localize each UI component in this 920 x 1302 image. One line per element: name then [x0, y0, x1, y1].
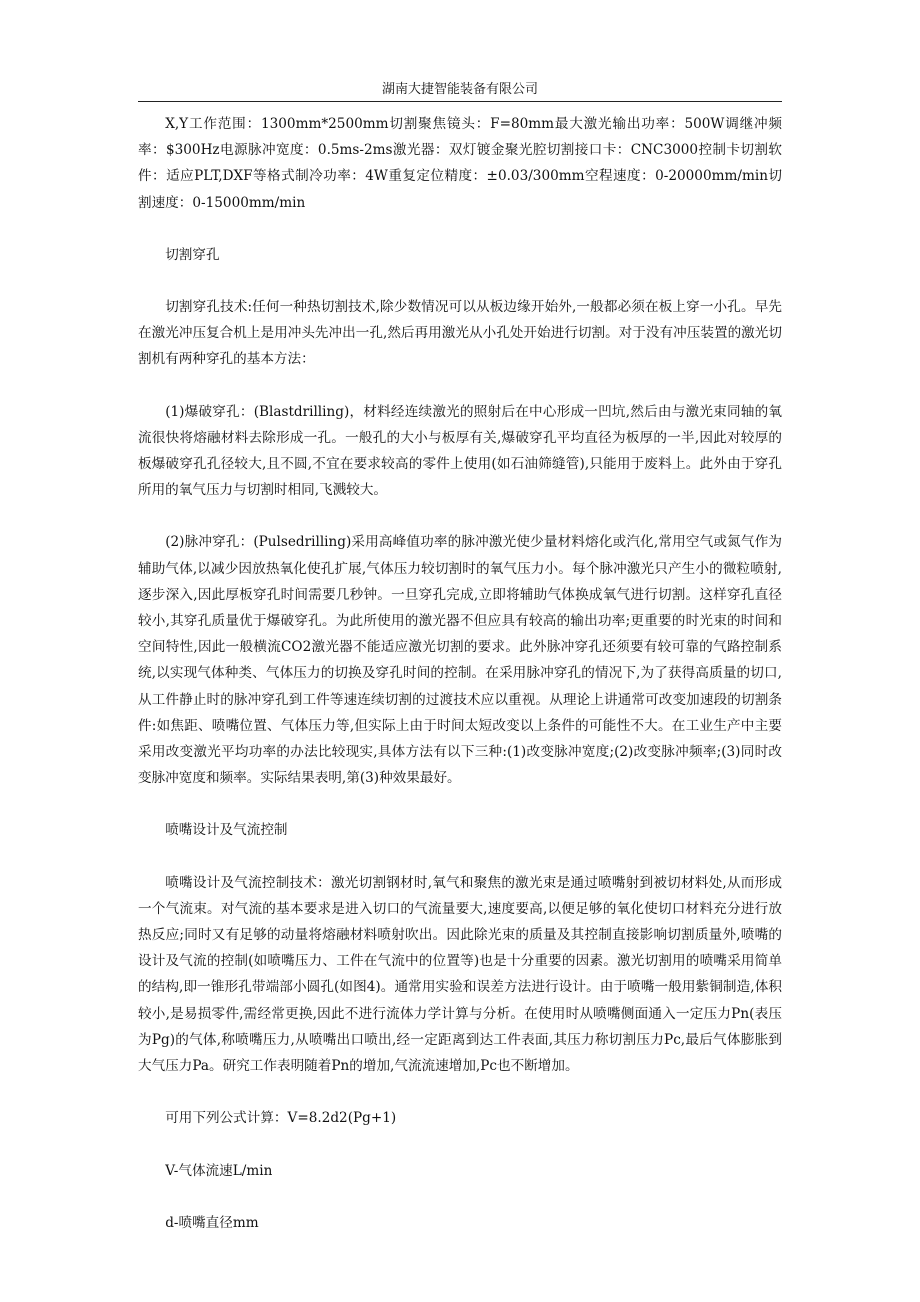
paragraph-pulse-drilling: (2)脉冲穿孔：(Pulsedrilling)采用高峰值功率的脉冲激光使少量材料熔化或汽化,常用空气或氮气作为辅助气体,以减少因放热氧化使孔扩展,气体压力较切割时的氧气压力小。每个脉冲激光只产生小的微粒喷射,逐步深入,因此厚板穿孔时间需要几秒钟。一旦穿孔完成,立即将辅助气体换成氧气进行切割。这样穿孔直径较小,其穿孔质量优于爆破穿孔。为此所使用的激光器不但应具有较高的输出功率;更重要的时光束的时间和空间特性,因此一般横流CO2激光器不能适应激光切割的要求。此外脉冲穿孔还须要有较可靠的气路控制系统,以实现气体种类、气体压力的切换及穿孔时间的控制。在采用脉冲穿孔的情况下,为了获得高质量的切口,从工件静止时的脉冲穿孔到工件等速连续切割的过渡技术应以重视。从理论上讲通常可改变加速段的切割条件:如焦距、喷嘴位置、气体压力等,但实际上由于时间太短改变以上条件的可能性不大。在工业生产中主要采用改变激光平均功率的办法比较现实,具体方法有以下三种:(1)改变脉冲宽度;(2)改变脉冲频率;(3)同时改变脉冲宽度和频率。实际结果表明,第(3)种效果最好。	[138, 534, 782, 787]
formula-line: 可用下列公式计算：V=8.2d2(Pg+1)	[165, 1110, 397, 1127]
section-heading-piercing: 切割穿孔	[165, 246, 220, 263]
section-heading-nozzle: 喷嘴设计及气流控制	[165, 822, 288, 839]
paragraph-blast-drilling: (1)爆破穿孔：(Blastdrilling)，材料经连续激光的照射后在中心形成一凹坑,然后由与激光束同轴的氧流很快将熔融材料去除形成一孔。一般孔的大小与板厚有关,爆破穿孔平均直径为板厚的一半,因此对较厚的板爆破穿孔孔径较大,且不圆,不宜在要求较高的零件上使用(如石油筛缝管),只能用于废料上。此外由于穿孔所用的氧气压力与切割时相同,飞溅较大。	[138, 403, 782, 499]
document-body	[138, 111, 782, 1236]
variable-definition-v: V-气体流速L/min	[165, 1162, 273, 1179]
paragraph-nozzle-design: 喷嘴设计及气流控制技术：激光切割钢材时,氧气和聚焦的激光束是通过喷嘴射到被切材料处,从而形成一个气流束。对气流的基本要求是进入切口的气流量要大,速度要高,以便足够的氧化使切口材料充分进行放热反应;同时又有足够的动量将熔融材料喷射吹出。因此除光束的质量及其控制直接影响切割质量外,喷嘴的设计及气流的控制(如喷嘴压力、工件在气流中的位置等)也是十分重要的因素。激光切割用的喷嘴采用简单的结构,即一锥形孔带端部小圆孔(如图4)。通常用实验和误差方法进行设计。由于喷嘴一般用紫铜制造,体积较小,是易损零件,需经常更换,因此不进行流体力学计算与分析。在使用时从喷嘴侧面通入一定压力Pn(表压为Pg)的气体,称喷嘴压力,从喷嘴出口喷出,经一定距离到达工件表面,其压力称切割压力Pc,最后气体膨胀到大气压力Pa。研究工作表明随着Pn的增加,气流流速增加,Pc也不断增加。	[138, 874, 782, 1075]
header-divider	[138, 101, 782, 102]
paragraph-piercing-intro: 切割穿孔技术:任何一种热切割技术,除少数情况可以从板边缘开始外,一般都必须在板上穿一小孔。早先在激光冲压复合机上是用冲头先冲出一孔,然后再用激光从小孔处开始进行切割。对于没有冲压装置的激光切割机有两种穿孔的基本方法：	[138, 299, 782, 368]
page-header-company: 湖南大捷智能装备有限公司	[381, 82, 538, 97]
variable-definition-d: d-喷嘴直径mm	[165, 1214, 259, 1231]
spec-paragraph: X,Y工作范围：1300mm*2500mm切割聚焦镜头：F=80mm最大激光输出功率：500W调继冲频率：$300Hz电源脉冲宽度：0.5ms-2ms激光器：双灯镀金聚光腔切割接口卡：CNC3000控制卡切割软件：适应PLT,DXF等格式制冷功率：4W重复定位精度：±0.03/300mm空程速度：0-20000mm/min切割速度：0-15000mm/min	[138, 116, 782, 211]
